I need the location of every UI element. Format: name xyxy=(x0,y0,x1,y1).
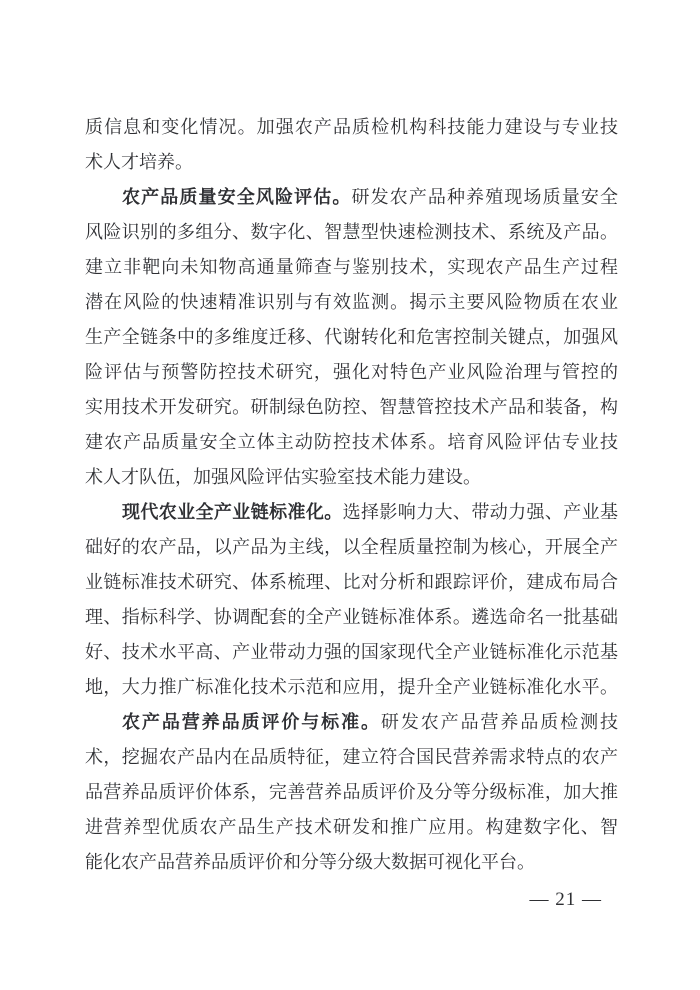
text-line xyxy=(85,250,618,285)
text-line xyxy=(85,845,618,880)
paragraph-text: 研发农产品营养品质检测技 xyxy=(380,712,618,732)
paragraph-text: 术人才队伍，加强风险评估实验室技术能力建设。 xyxy=(85,467,481,487)
text-line xyxy=(85,670,618,705)
paragraph-text: 选择影响力大、带动力强、产业基 xyxy=(342,502,618,522)
paragraph-text: 研发农产品种养殖现场质量安全 xyxy=(351,187,618,207)
text-line xyxy=(85,810,618,845)
paragraph-heading: 现代农业全产业链标准化。 xyxy=(122,502,343,522)
text-line xyxy=(85,495,618,530)
paragraph-text: 地，大力推广标准化技术示范和应用，提升全产业链标准化水平。 xyxy=(85,677,618,697)
paragraph-text: 理、指标科学、协调配套的全产业链标准体系。遴选命名一批基础 xyxy=(85,607,618,627)
paragraph-heading: 农产品质量安全风险评估。 xyxy=(122,187,352,207)
paragraph-text: 潜在风险的快速精准识别与有效监测。揭示主要风险物质在农业 xyxy=(85,292,618,312)
paragraph-text: 进营养型优质农产品生产技术研发和推广应用。构建数字化、智 xyxy=(85,817,618,837)
text-line xyxy=(85,285,618,320)
text-line xyxy=(85,215,618,250)
paragraph-text: 术人才培养。 xyxy=(85,152,193,172)
text-line xyxy=(85,390,618,425)
text-line xyxy=(85,145,618,180)
text-line xyxy=(85,355,618,390)
paragraph-text: 能化农产品营养品质评价和分等分级大数据可视化平台。 xyxy=(85,852,535,872)
paragraph-text: 术，挖掘农产品内在品质特征，建立符合国民营养需求特点的农产 xyxy=(85,747,618,767)
text-line xyxy=(85,705,618,740)
text-line xyxy=(85,565,618,600)
text-line xyxy=(85,460,618,495)
text-line xyxy=(85,600,618,635)
text-line xyxy=(85,320,618,355)
paragraph-text: 好、技术水平高、产业带动力强的国家现代全产业链标准化示范基 xyxy=(85,642,618,662)
document-text-block xyxy=(85,110,618,880)
page-number: — 21 — xyxy=(529,889,602,910)
paragraph-text: 生产全链条中的多维度迁移、代谢转化和危害控制关键点，加强风 xyxy=(85,327,618,347)
text-line xyxy=(85,530,618,565)
paragraph-text: 风险识别的多组分、数字化、智慧型快速检测技术、系统及产品。 xyxy=(85,222,618,242)
text-line xyxy=(85,425,618,460)
text-line xyxy=(85,110,618,145)
paragraph-text: 实用技术开发研究。研制绿色防控、智慧管控技术产品和装备，构 xyxy=(85,397,618,417)
text-line xyxy=(85,775,618,810)
paragraph-text: 险评估与预警防控技术研究，强化对特色产业风险治理与管控的 xyxy=(85,362,618,382)
paragraph-text: 品营养品质评价体系，完善营养品质评价及分等分级标准，加大推 xyxy=(85,782,618,802)
text-line xyxy=(85,740,618,775)
paragraph-text: 业链标准技术研究、体系梳理、比对分析和跟踪评价，建成布局合 xyxy=(85,572,618,592)
paragraph-text: 础好的农产品，以产品为主线，以全程质量控制为核心，开展全产 xyxy=(85,537,618,557)
text-line xyxy=(85,180,618,215)
paragraph-heading: 农产品营养品质评价与标准。 xyxy=(122,712,381,732)
paragraph-text: 质信息和变化情况。加强农产品质检机构科技能力建设与专业技 xyxy=(85,117,618,137)
paragraph-text: 建立非靶向未知物高通量筛查与鉴别技术，实现农产品生产过程 xyxy=(85,257,618,277)
text-line xyxy=(85,635,618,670)
paragraph-text: 建农产品质量安全立体主动防控技术体系。培育风险评估专业技 xyxy=(85,432,618,452)
